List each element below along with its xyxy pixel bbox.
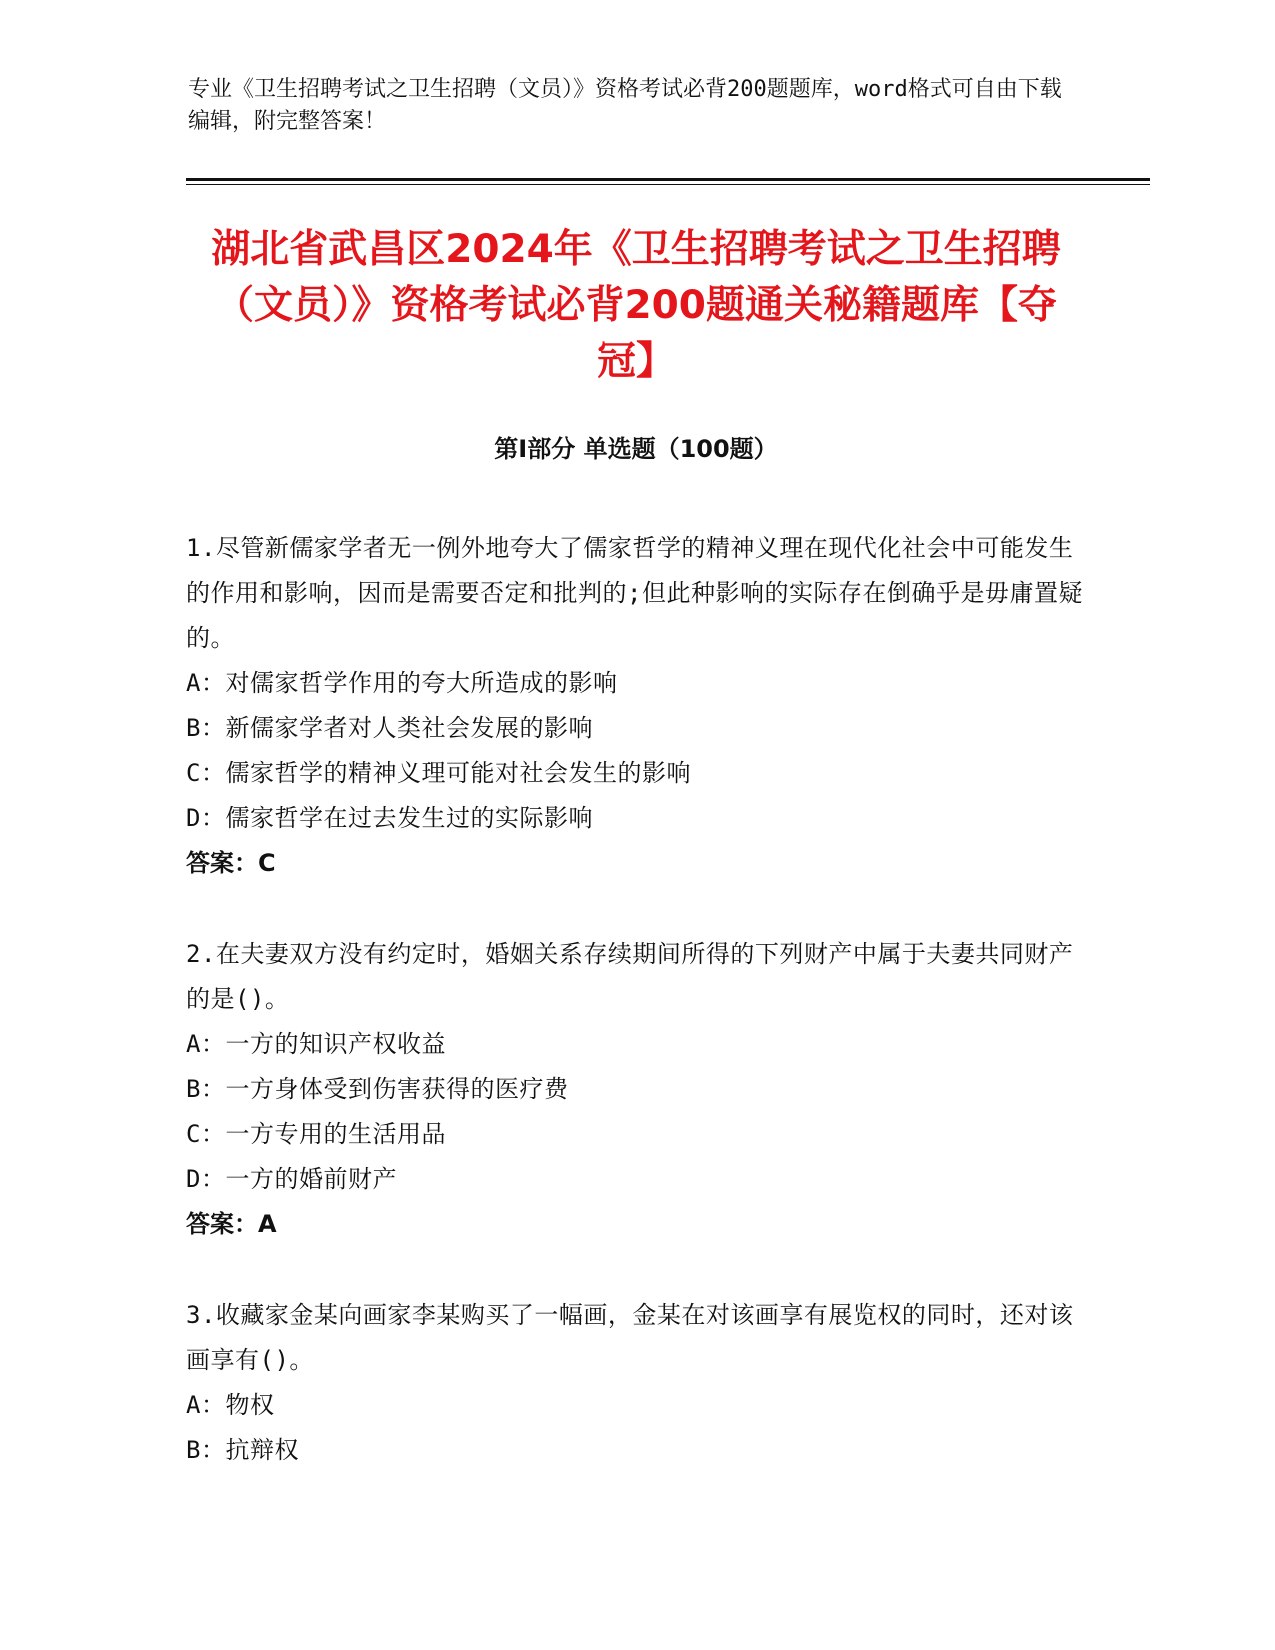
header-divider-thin: [186, 184, 1150, 185]
question-text: 1.尽管新儒家学者无一例外地夸大了儒家哲学的精神义理在现代化社会中可能发生的作用和影响，因而是需要否定和批判的;但此种影响的实际存在倒确乎是毋庸置疑的。: [186, 534, 1083, 652]
option-b: B：一方身体受到伤害获得的医疗费: [186, 1075, 569, 1103]
option-d: D：儒家哲学在过去发生过的实际影响: [186, 804, 593, 832]
option-c: C：儒家哲学的精神义理可能对社会发生的影响: [186, 759, 691, 787]
option-a: A：一方的知识产权收益: [186, 1030, 446, 1058]
question-text: 2.在夫妻双方没有约定时，婚姻关系存续期间所得的下列财产中属于夫妻共同财产的是()。: [186, 940, 1074, 1013]
option-b: B：抗辩权: [186, 1436, 299, 1464]
section-title: 第I部分 单选题（100题）: [494, 435, 778, 463]
option-b: B：新儒家学者对人类社会发展的影响: [186, 714, 593, 742]
question-text: 3.收藏家金某向画家李某购买了一幅画，金某在对该画享有展览权的同时，还对该画享有()。: [186, 1301, 1074, 1374]
question-item: [186, 526, 1086, 886]
question-list: [186, 526, 1086, 1519]
option-c: C：一方专用的生活用品: [186, 1120, 446, 1148]
header-note: 专业《卫生招聘考试之卫生招聘（文员）》资格考试必背200题题库，word格式可自由下载编辑，附完整答案！: [188, 77, 1062, 134]
question-item: [186, 932, 1086, 1247]
option-a: A：对儒家哲学作用的夸大所造成的影响: [186, 669, 618, 697]
answer-line: 答案：A: [186, 1210, 277, 1238]
document-title: 湖北省武昌区2024年《卫生招聘考试之卫生招聘（文员）》资格考试必背200题通关秘籍题库【夺冠】: [211, 227, 1061, 384]
option-d: D：一方的婚前财产: [186, 1165, 397, 1193]
option-a: A：物权: [186, 1391, 275, 1419]
question-item: [186, 1293, 1086, 1473]
answer-line: 答案：C: [186, 849, 276, 877]
header-divider-thick: [186, 178, 1150, 181]
